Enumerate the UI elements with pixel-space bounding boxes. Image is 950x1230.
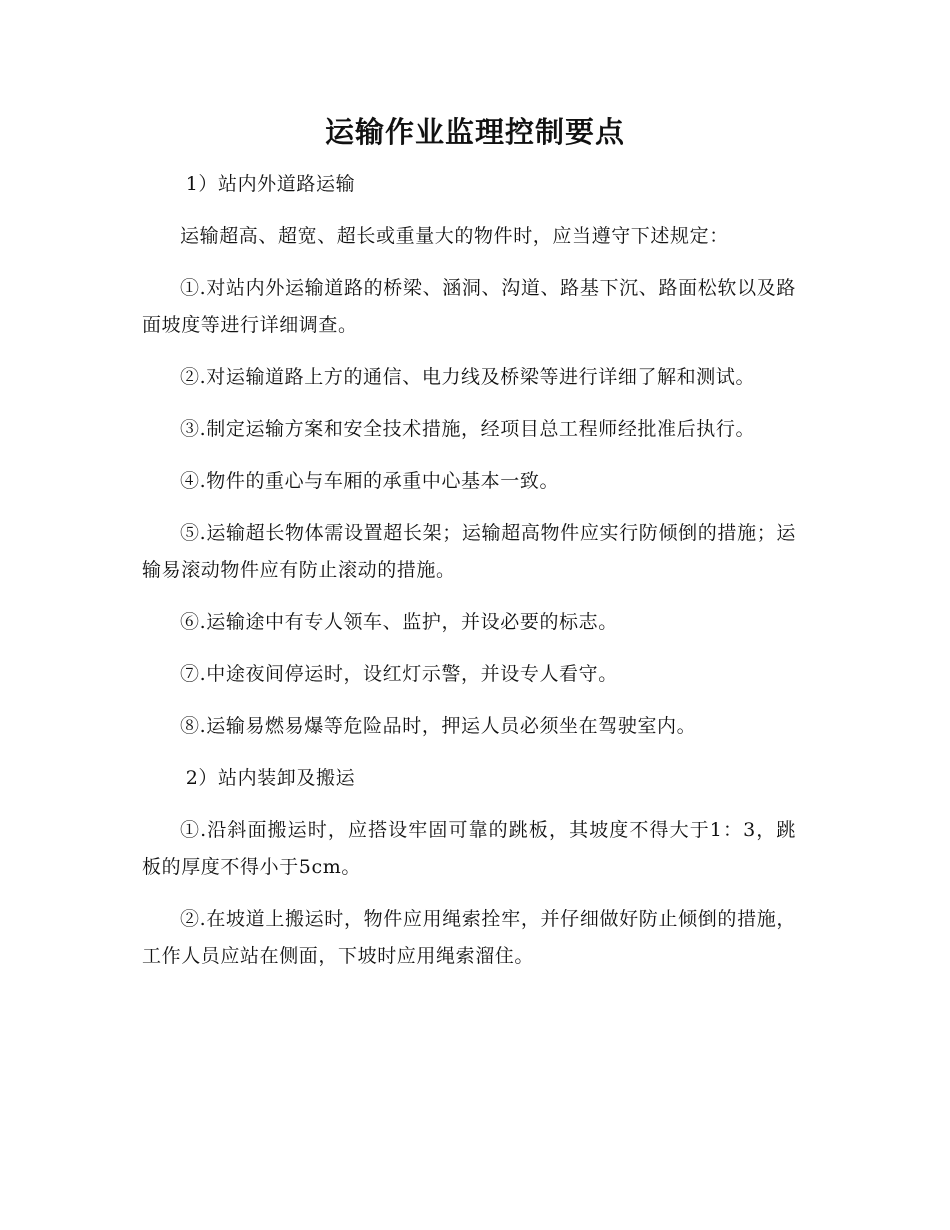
- section-heading-road-transport: 1）站内外道路运输: [185, 173, 356, 195]
- paragraph-item-6: ⑥.运输途中有专人领车、监护，并设必要的标志。: [180, 611, 618, 633]
- document-title: 运输作业监理控制要点: [324, 115, 625, 149]
- section-heading-loading: 2）站内装卸及搬运: [185, 767, 356, 789]
- paragraph-intro: 运输超高、超宽、超长或重量大的物件时，应当遵守下述规定：: [180, 225, 729, 247]
- paragraph-loading-item-2: ②.在坡道上搬运时，物件应用绳索拴牢，并仔细做好防止倾倒的措施，工作人员应站在侧面，下坡时应用绳索溜住。: [142, 908, 796, 967]
- document-body: [142, 166, 796, 990]
- paragraph-item-3: ③.制定运输方案和安全技术措施，经项目总工程师经批准后执行。: [180, 418, 756, 440]
- paragraph-loading-item-1: ①.沿斜面搬运时，应搭设牢固可靠的跳板，其坡度不得大于1：3，跳板的厚度不得小于5cm。: [142, 819, 796, 878]
- paragraph-item-4: ④.物件的重心与车厢的承重中心基本一致。: [180, 470, 560, 492]
- paragraph-item-1: ①.对站内外运输道路的桥梁、涵洞、沟道、路基下沉、路面松软以及路面坡度等进行详细调查。: [142, 277, 796, 336]
- paragraph-item-8: ⑧.运输易燃易爆等危险品时，押运人员必须坐在驾驶室内。: [180, 715, 697, 737]
- paragraph-item-2: ②.对运输道路上方的通信、电力线及桥梁等进行详细了解和测试。: [180, 366, 756, 388]
- paragraph-item-7: ⑦.中途夜间停运时，设红灯示警，并设专人看守。: [180, 663, 618, 685]
- paragraph-item-5: ⑤.运输超长物体需设置超长架；运输超高物件应实行防倾倒的措施；运输易滚动物件应有防止滚动的措施。: [142, 522, 796, 581]
